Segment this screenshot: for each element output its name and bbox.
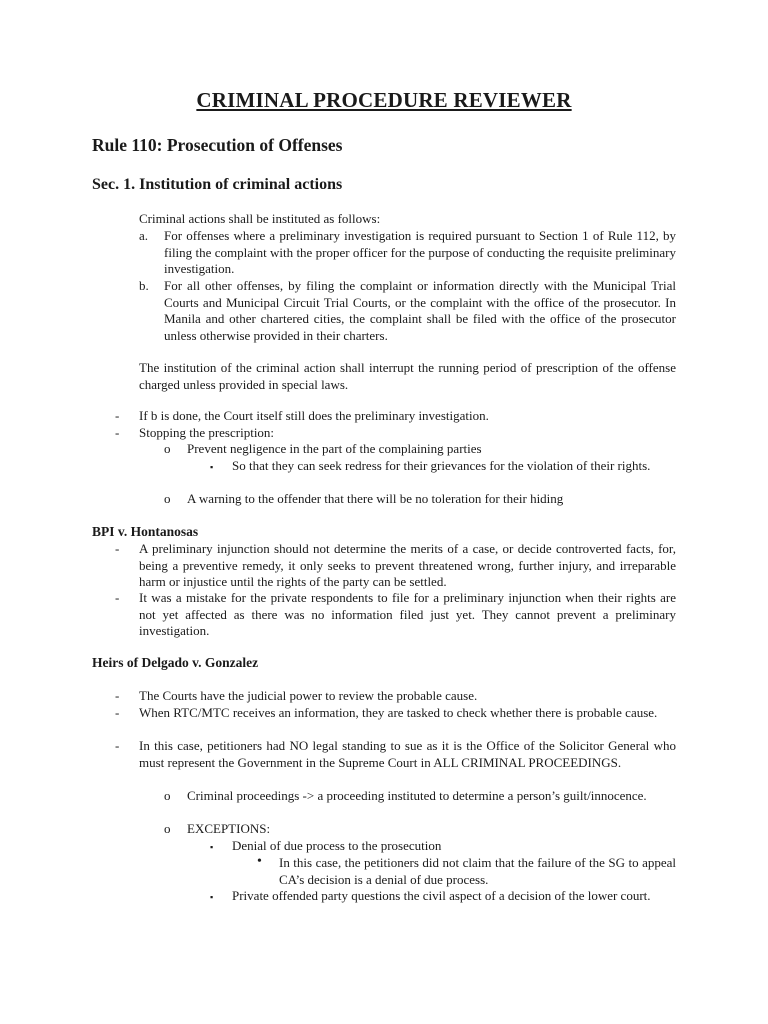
bpi-point-2: It was a mistake for the private respondents to file for a preliminary injunction when their rights are not yet affected as there was no information filed just yet. They cannot prevent a preliminary investigation.	[139, 590, 676, 638]
note-stopping-prescription: Stopping the prescription:	[139, 425, 275, 440]
delgado-sg-note: In this case, the petitioners did not claim that the failure of the SG to appeal CA’s decision is a denial of due process.	[279, 855, 676, 887]
delgado-point-2: When RTC/MTC receives an information, they are tasked to check whether there is probable cause.	[139, 705, 658, 720]
sec1-interruption-paragraph: The institution of the criminal action shall interrupt the running period of prescription of the offense charged unless provided in special laws.	[139, 360, 676, 392]
note-prevent-negligence: Prevent negligence in the part of the complaining parties	[187, 441, 482, 456]
delgado-point-3: In this case, petitioners had NO legal standing to sue as it is the Office of the Solicitor General who must represent the Government in the Supreme Court in ALL CRIMINAL PROCEEDINGS.	[139, 738, 676, 770]
dash-marker: -	[115, 590, 120, 605]
delgado-point-1: The Courts have the judicial power to review the probable cause.	[139, 688, 478, 703]
square-marker: ▪	[210, 842, 214, 852]
dash-marker: -	[115, 738, 120, 753]
rule-heading: Rule 110: Prosecution of Offenses	[92, 135, 343, 155]
delgado-denial-due-process: Denial of due process to the prosecution	[232, 838, 442, 853]
dash-marker: -	[115, 541, 120, 556]
sec1-item-a: For offenses where a preliminary investigation is required pursuant to Section 1 of Rule 112, by filing the complaint with the proper officer for the purpose of conducting the requisite preliminary investigation.	[164, 228, 676, 276]
circle-marker: o	[164, 821, 171, 836]
delgado-criminal-proceedings: Criminal proceedings -> a proceeding instituted to determine a person’s guilt/innocence.	[187, 788, 647, 803]
circle-marker: o	[164, 491, 171, 506]
dash-marker: -	[115, 688, 120, 703]
note-warning: A warning to the offender that there will be no toleration for their hiding	[187, 491, 564, 506]
square-marker: ▪	[210, 892, 214, 902]
note-seek-redress: So that they can seek redress for their grievances for the violation of their rights.	[232, 458, 651, 473]
dash-marker: -	[115, 425, 120, 440]
delgado-exceptions: EXCEPTIONS:	[187, 821, 271, 836]
document-title: CRIMINAL PROCEDURE REVIEWER	[196, 88, 572, 112]
circle-marker: o	[164, 441, 171, 456]
sec1-intro: Criminal actions shall be instituted as follows:	[139, 211, 381, 226]
note-b-done: If b is done, the Court itself still does the preliminary investigation.	[139, 408, 489, 423]
section-heading: Sec. 1. Institution of criminal actions	[92, 176, 343, 193]
case-heading-bpi: BPI v. Hontanosas	[92, 524, 199, 539]
bullet-dot-marker: •	[257, 854, 262, 869]
bpi-point-1: A preliminary injunction should not determine the merits of a case, or decide controverted facts, for, being a preventive remedy, it only seeks to prevent threatened wrong, further injury, and irreparable harm or injustice until the rights of the party can be settled.	[139, 541, 676, 589]
delgado-civil-aspect: Private offended party questions the civil aspect of a decision of the lower court.	[232, 888, 651, 903]
circle-marker: o	[164, 788, 171, 803]
square-marker: ▪	[210, 462, 214, 472]
dash-marker: -	[115, 408, 120, 423]
list-marker-a: a.	[139, 228, 149, 243]
case-heading-delgado: Heirs of Delgado v. Gonzalez	[92, 655, 259, 670]
dash-marker: -	[115, 705, 120, 720]
sec1-item-b: For all other offenses, by filing the complaint or information directly with the Municipal Trial Courts and Municipal Circuit Trial Courts, or the complaint with the office of the prosecutor. In Manila and other chartered cities, the complaint shall be filed with the office of the prosecutor unless otherwise provided in their charters.	[164, 278, 676, 343]
list-marker-b: b.	[139, 278, 149, 293]
